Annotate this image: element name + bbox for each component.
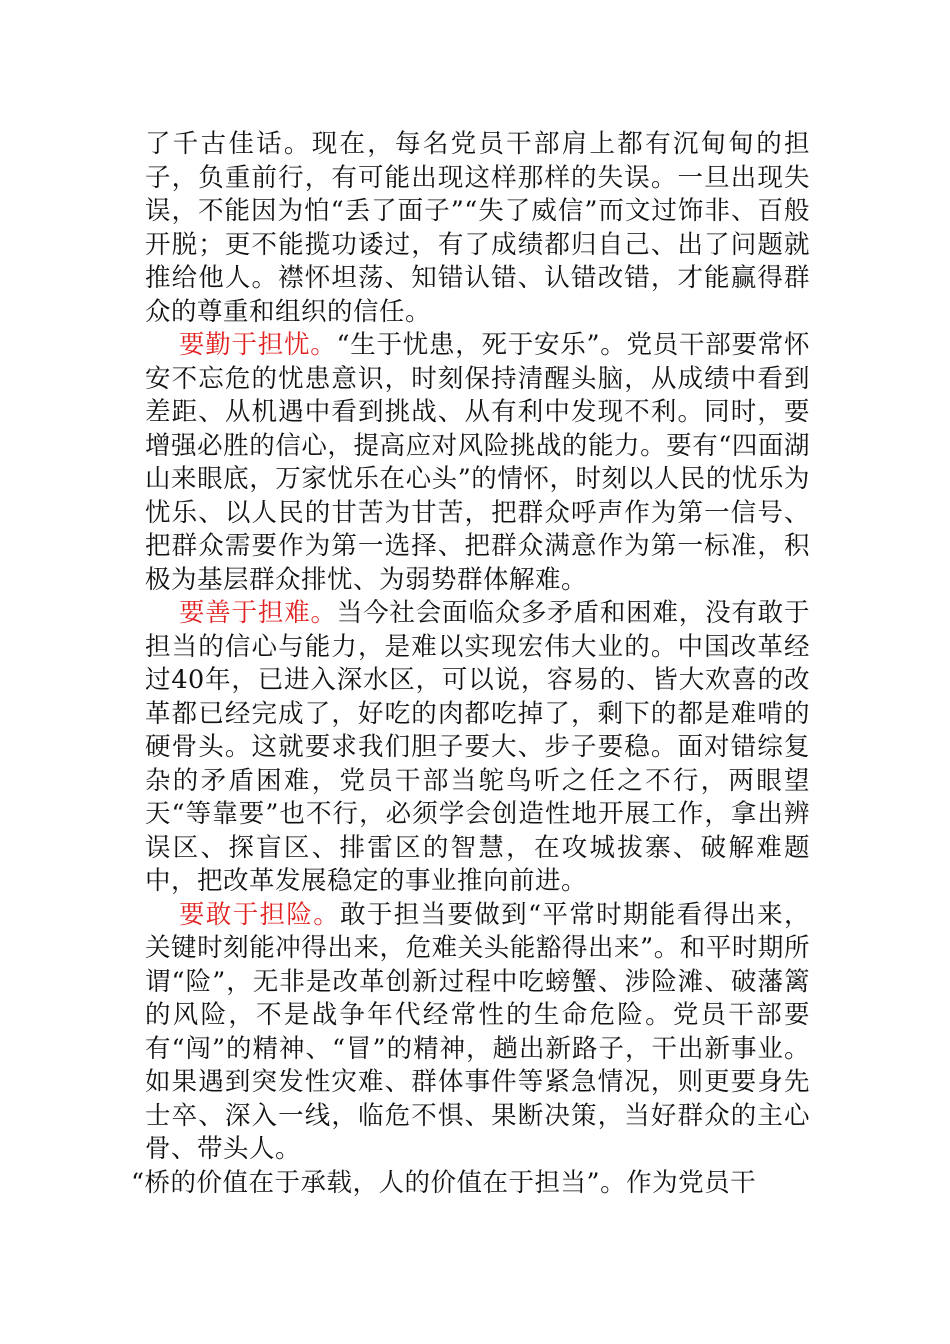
paragraph-difficulty — [145, 597, 810, 899]
paragraph-bridge — [131, 1167, 811, 1201]
paragraph-heading: 要善于担难。 — [179, 598, 337, 628]
paragraph-text: “生于忧患，死于安乐”。党员干部要常怀安不忘危的忧患意识，时刻保持清醒头脑，从成绩中看到差距、从机遇中看到挑战、从有利中发现不利。同时，要增强必胜的信心，提高应对风险挑战的能力。要有“四面湖山来眼底，万家忧乐在心头”的情怀，时刻以人民的忧乐为忧乐、以人民的甘苦为甘苦，把群众呼声作为第一信号、把群众需要作为第一选择、把群众满意作为第一标准，积极为基层群众排忧、为弱势群体解难。 — [145, 330, 810, 595]
paragraph-heading: 要勤于担忧。 — [179, 330, 337, 360]
paragraph-continuation — [145, 128, 810, 329]
document-body — [131, 128, 810, 1200]
paragraph-text: 当今社会面临众多矛盾和困难，没有敢于担当的信心与能力，是难以实现宏伟大业的。中国改革经过40年，已进入深水区，可以说，容易的、皆大欢喜的改革都已经完成了，好吃的肉都吃掉了，剩下的都是难啃的硬骨头。这就要求我们胆子要大、步子要稳。面对错综复杂的矛盾困难，党员干部当鸵鸟听之任之不行，两眼望天“等靠要”也不行，必须学会创造性地开展工作，拿出辨误区、探盲区、排雷区的智慧，在攻城拔寨、破解难题中，把改革发展稳定的事业推向前进。 — [145, 598, 810, 896]
paragraph-text: 了千古佳话。现在，每名党员干部肩上都有沉甸甸的担子，负重前行，有可能出现这样那样的失误。一旦出现失误，不能因为怕“丢了面子”“失了威信”而文过饰非、百般开脱；更不能揽功诿过，有了成绩都归自己、出了问题就推给他人。襟怀坦荡、知错认错、认错改错，才能赢得群众的尊重和组织的信任。 — [145, 129, 810, 327]
paragraph-heading: 要敢于担险。 — [179, 899, 341, 930]
paragraph-risk — [145, 899, 810, 1167]
paragraph-text: 敢于担当要做到“平常时期能看得出来，关键时刻能冲得出来，危难关头能豁得出来”。和平时期所谓“险”，无非是改革创新过程中吃螃蟹、涉险滩、破藩篱的风险，不是战争年代经常性的生命危险。党员干部要有“闯”的精神、“冒”的精神，趟出新路子，干出新事业。如果遇到突发性灾难、群体事件等紧急情况，则更要身先士卒、深入一线，临危不惧、果断决策，当好群众的主心骨、带头人。 — [145, 899, 810, 1164]
paragraph-text: “桥的价值在于承载，人的价值在于担当”。作为党员干 — [131, 1167, 757, 1198]
paragraph-worry — [145, 329, 810, 597]
